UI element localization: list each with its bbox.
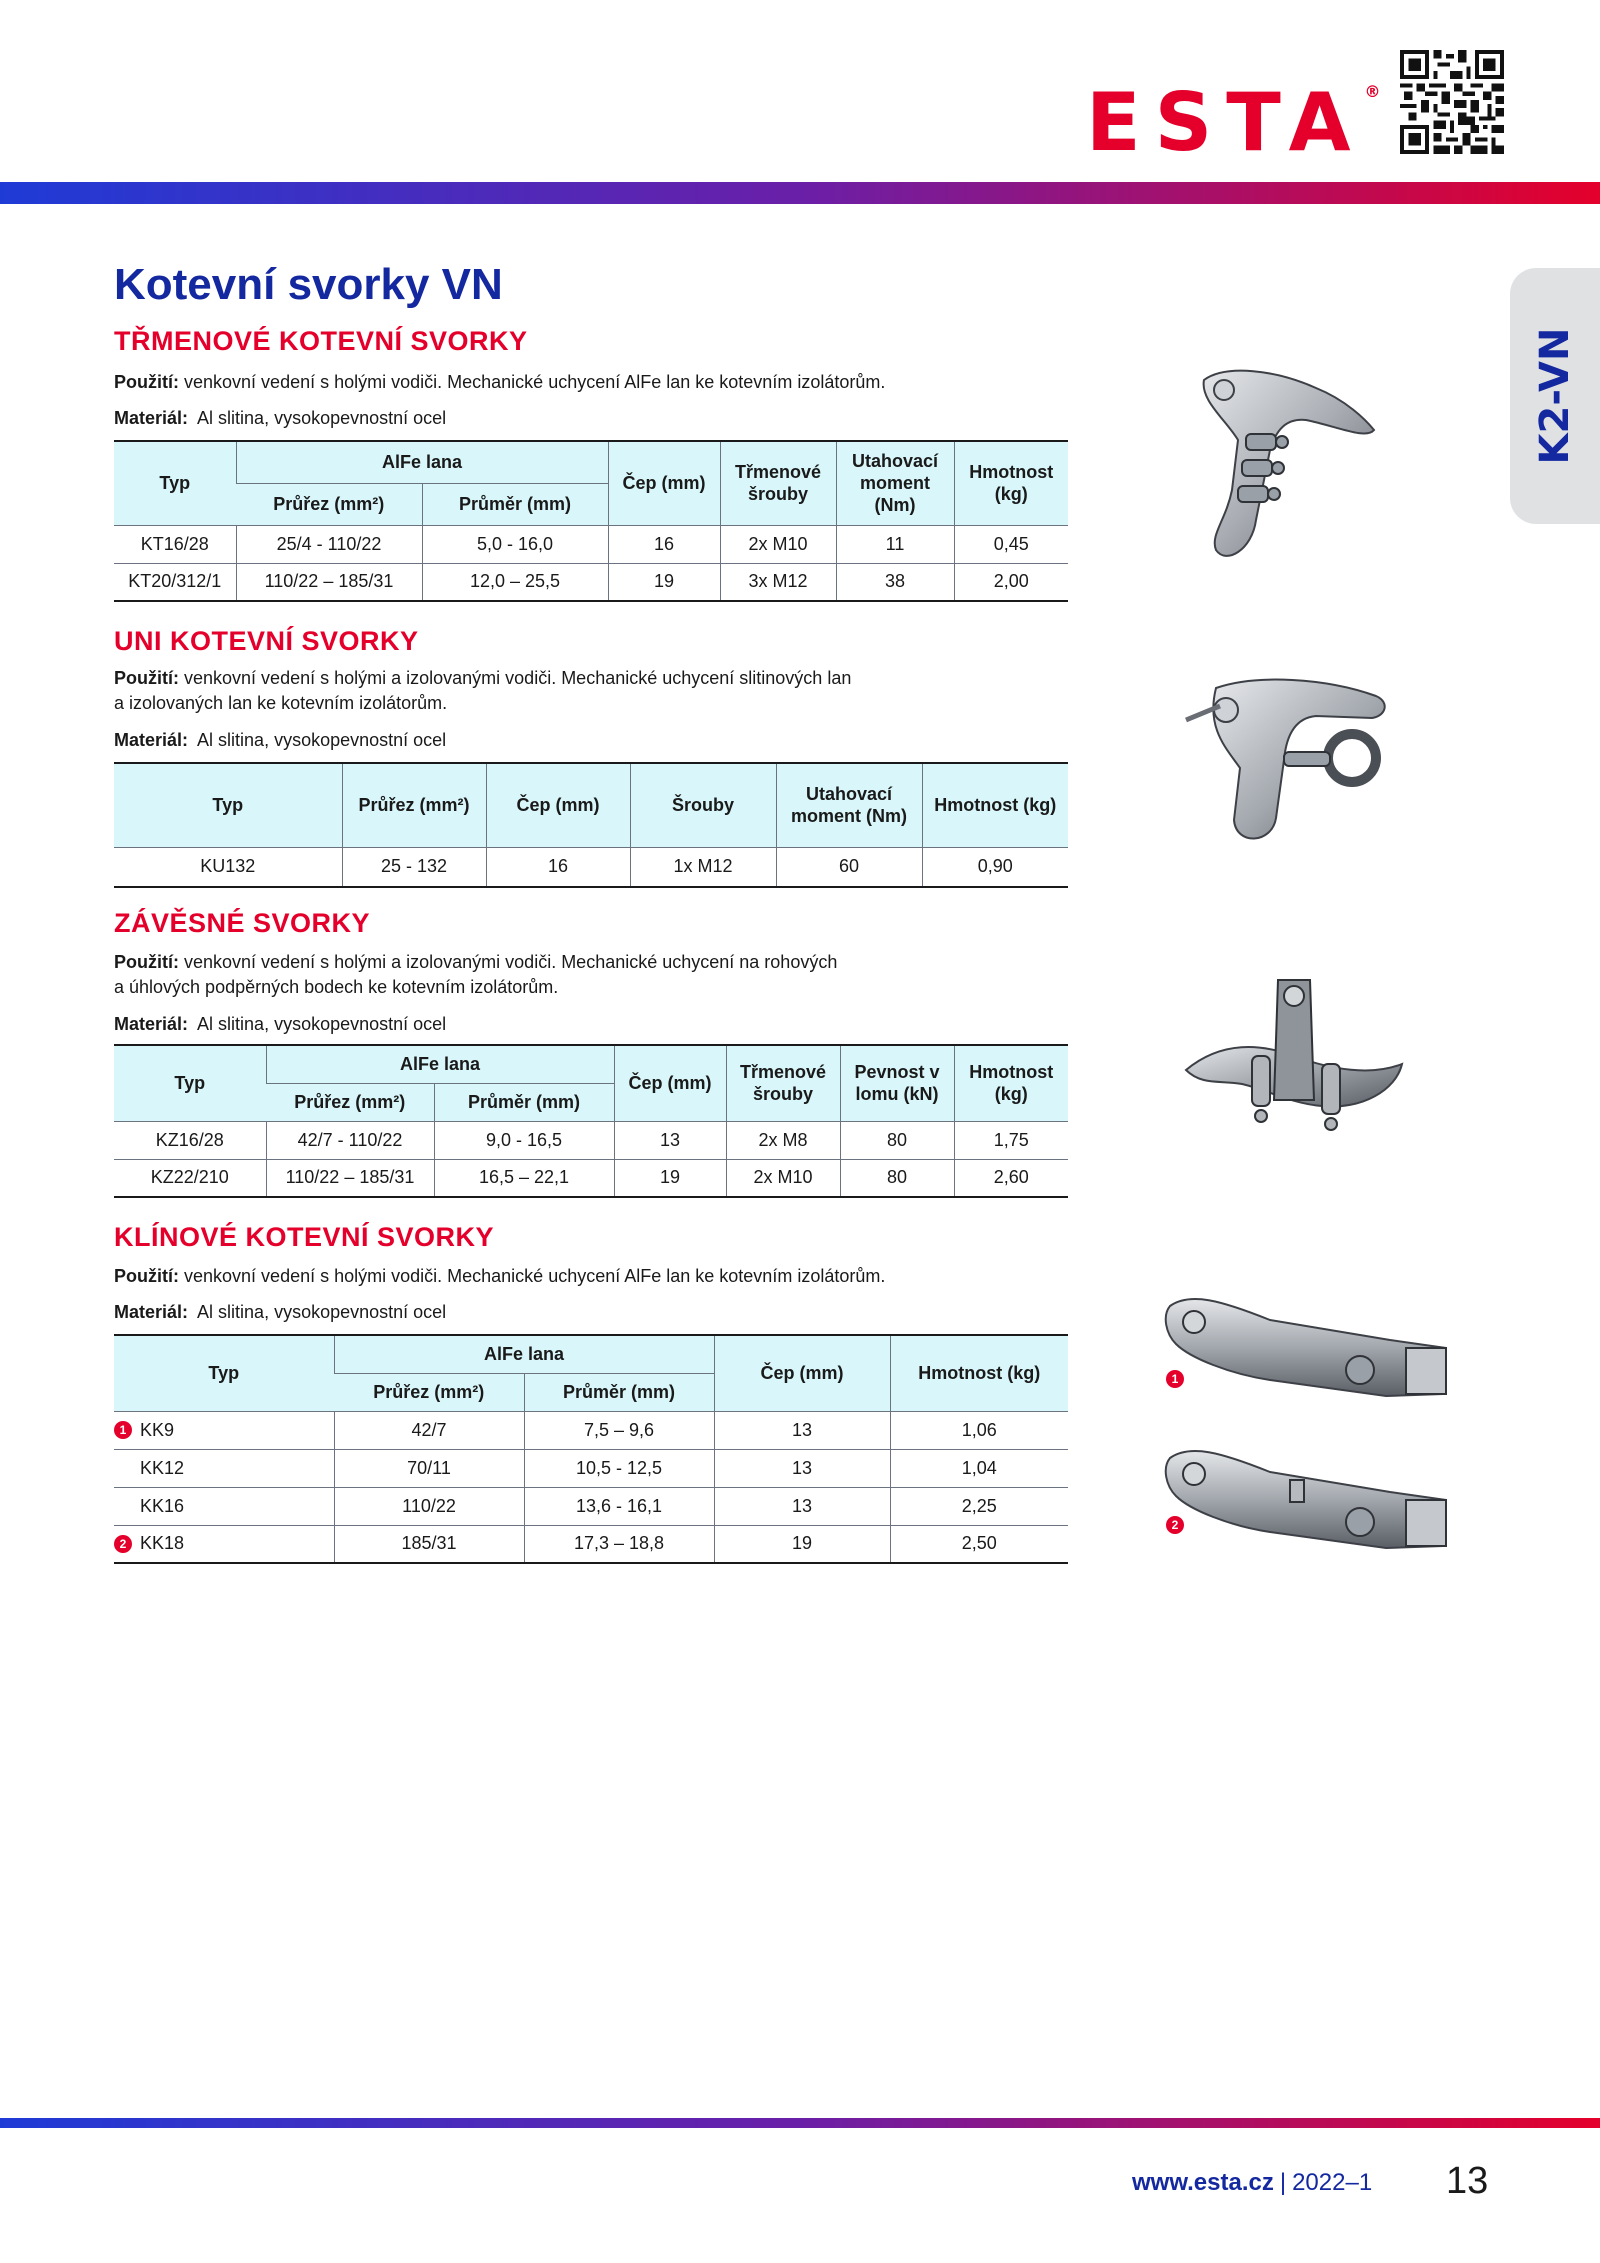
col-utah: Utahovací moment (Nm) (776, 763, 922, 847)
footer-url[interactable]: www.esta.cz (1132, 2169, 1274, 2196)
col-typ: Typ (114, 1335, 334, 1411)
esta-logo: ESTA® (1086, 76, 1381, 169)
col-typ: Typ (114, 1045, 266, 1121)
col-cep: Čep (mm) (714, 1335, 890, 1411)
col-prumer: Průměr (mm) (524, 1373, 714, 1411)
table-row: KZ22/210 110/22 – 185/31 16,5 – 22,1 19 2x M10 80 2,60 (114, 1159, 1068, 1197)
header-gradient-band (0, 182, 1600, 204)
product-image-kt (1186, 360, 1386, 570)
table-row: KZ16/28 42/7 - 110/22 9,0 - 16,5 13 2x M8 80 1,75 (114, 1121, 1068, 1159)
col-alfe: AlFe lana (236, 441, 608, 483)
material-text: Materiál: Al slitina, vysokopevnostní ocel (114, 730, 447, 750)
product-image-ku (1176, 668, 1396, 848)
col-prurez: Průřez (mm²) (334, 1373, 524, 1411)
col-alfe: AlFe lana (266, 1045, 614, 1083)
col-typ: Typ (114, 441, 236, 525)
use-text: Použití: venkovní vedení s holými a izolovanými vodiči. Mechanické uchycení slitinových lan a izolovaných lan ke kotevním izolátorům. (114, 668, 852, 713)
col-hmot: Hmotnost (kg) (954, 441, 1068, 525)
col-utah: Utahovací moment (Nm) (836, 441, 954, 525)
col-trmen: Třmenové šrouby (726, 1045, 840, 1121)
table-row: KU132 25 - 132 16 1x M12 60 0,90 (114, 847, 1068, 887)
table-row: KK16 110/22 13,6 - 16,1 13 2,25 (114, 1487, 1068, 1525)
section-title-zavesne: ZÁVĚSNÉ SVORKY (114, 908, 371, 938)
col-prumer: Průměr (mm) (434, 1083, 614, 1121)
col-alfe: AlFe lana (334, 1335, 714, 1373)
spec-table-zavesne (114, 1044, 1068, 1198)
col-cep: Čep (mm) (614, 1045, 726, 1121)
material-text: Materiál: Al slitina, vysokopevnostní ocel (114, 408, 447, 428)
col-srouby: Šrouby (630, 763, 776, 847)
section-title-trmenove: TŘMENOVÉ KOTEVNÍ SVORKY (114, 326, 528, 356)
col-trmen: Třmenové šrouby (720, 441, 836, 525)
table-row: 2 KK18 185/31 17,3 – 18,8 19 2,50 (114, 1525, 1068, 1563)
product-image-kk-2 (1160, 1436, 1450, 1566)
table-row: KT16/28 25/4 - 110/22 5,0 - 16,0 16 2x M10 11 0,45 (114, 525, 1068, 563)
page-number: 13 (1446, 2160, 1489, 2202)
col-typ: Typ (114, 763, 342, 847)
col-hmot: Hmotnost (kg) (890, 1335, 1068, 1411)
col-prurez: Průřez (mm²) (342, 763, 486, 847)
col-hmot: Hmotnost (kg) (954, 1045, 1068, 1121)
section-title-klinove: KLÍNOVÉ KOTEVNÍ SVORKY (114, 1222, 495, 1252)
material-text: Materiál: Al slitina, vysokopevnostní ocel (114, 1302, 447, 1322)
material-text: Materiál: Al slitina, vysokopevnostní ocel (114, 1014, 447, 1034)
col-cep: Čep (mm) (486, 763, 630, 847)
product-image-kk-1 (1160, 1284, 1450, 1414)
table-row: KK12 70/11 10,5 - 12,5 13 1,04 (114, 1449, 1068, 1487)
footer-edition: 2022–1 (1292, 2169, 1373, 2196)
table-row: KT20/312/1 110/22 – 185/31 12,0 – 25,5 19 3x M12 38 2,00 (114, 563, 1068, 601)
footer: www.esta.cz | 2022–1 (1132, 2169, 1373, 2196)
section-title-uni: UNI KOTEVNÍ SVORKY (114, 626, 419, 656)
table-row: 1 KK9 42/7 7,5 – 9,6 13 1,06 (114, 1411, 1068, 1449)
col-prumer: Průměr (mm) (422, 483, 608, 525)
col-hmot: Hmotnost (kg) (922, 763, 1068, 847)
col-cep: Čep (mm) (608, 441, 720, 525)
qr-code-icon (1400, 50, 1504, 154)
side-tab: K2-VN (1510, 268, 1600, 524)
product-image-kz (1182, 960, 1406, 1160)
badge-1: 1 (114, 1421, 132, 1439)
spec-table-klinove (114, 1334, 1068, 1564)
spec-table-trmenove (114, 440, 1068, 602)
footer-gradient-band (0, 2118, 1600, 2128)
spec-table-uni (114, 762, 1068, 888)
use-text: Použití: venkovní vedení s holými vodiči. Mechanické uchycení AlFe lan ke kotevním izolátorům. (114, 1266, 886, 1286)
use-text: Použití: venkovní vedení s holými vodiči. Mechanické uchycení AlFe lan ke kotevním izolátorům. (114, 372, 886, 392)
col-prurez: Průřez (mm²) (236, 483, 422, 525)
col-prurez: Průřez (mm²) (266, 1083, 434, 1121)
badge-1: 1 (1166, 1370, 1184, 1388)
badge-2: 2 (1166, 1516, 1184, 1534)
badge-2: 2 (114, 1535, 132, 1553)
col-pevnost: Pevnost v lomu (kN) (840, 1045, 954, 1121)
page-title: Kotevní svorky VN (114, 260, 503, 309)
use-text: Použití: venkovní vedení s holými a izolovanými vodiči. Mechanické uchycení na rohových a úhlových podpěrných bodech ke kotevním izolátorům. (114, 952, 838, 997)
